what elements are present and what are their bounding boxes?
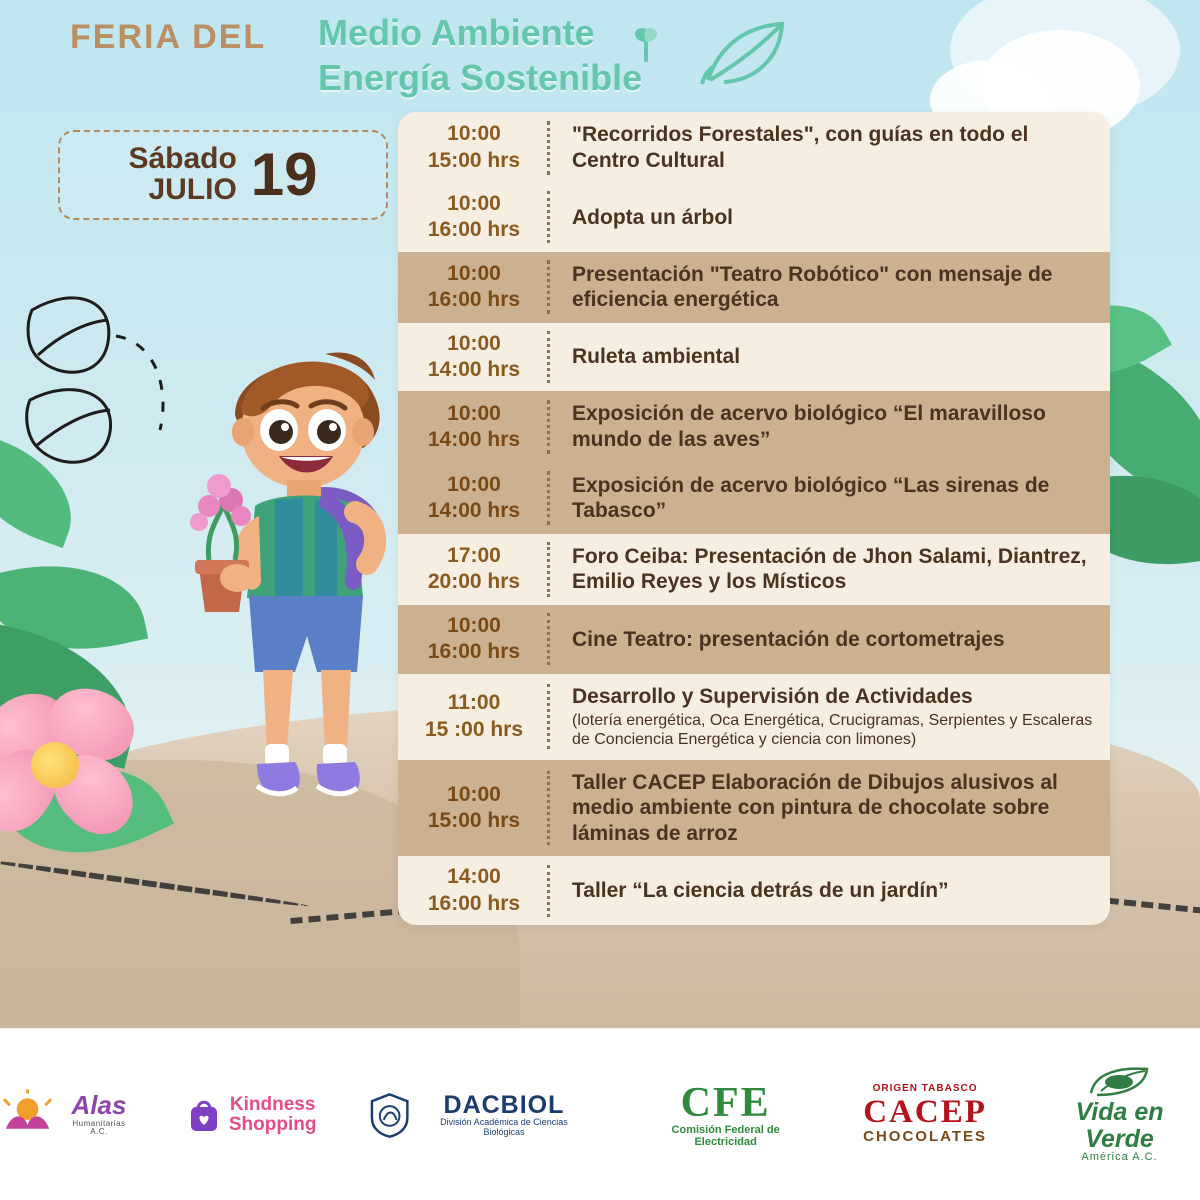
schedule-start-time: 10:00 bbox=[447, 401, 501, 425]
schedule-row bbox=[398, 391, 1110, 462]
schedule-activity-title: "Recorridos Forestales", con guías en todo el Centro Cultural bbox=[572, 123, 1029, 172]
schedule-row-time bbox=[398, 391, 550, 462]
title-line-2: Energía Sostenible bbox=[318, 57, 643, 99]
schedule-row-description bbox=[550, 391, 1110, 462]
schedule-row-time bbox=[398, 463, 550, 534]
sprout-icon bbox=[629, 22, 663, 62]
schedule-start-time: 10:00 bbox=[447, 473, 501, 497]
schedule-row-time bbox=[398, 183, 550, 252]
title-line-1: Medio Ambiente bbox=[318, 12, 595, 53]
schedule-row-time bbox=[398, 605, 550, 674]
schedule-activity-title: Ruleta ambiental bbox=[572, 345, 741, 369]
schedule-activity-title: Taller CACEP Elaboración de Dibujos alusivos al medio ambiente con pintura de chocolate sobre láminas de arroz bbox=[572, 770, 1058, 845]
schedule-end-time: 16:00 hrs bbox=[427, 640, 521, 664]
schedule-row-description bbox=[550, 463, 1110, 534]
date-day: 19 bbox=[250, 141, 318, 208]
schedule-row-description bbox=[550, 252, 1110, 323]
schedule-activity-title: Presentación "Teatro Robótico" con mensaje de eficiencia energética bbox=[572, 262, 1053, 312]
schedule-activity-title: Exposición de acervo biológico “Las sirenas de Tabasco” bbox=[572, 473, 1050, 523]
logo-alas-humanitarias bbox=[0, 1089, 135, 1141]
schedule-row bbox=[398, 183, 1110, 252]
schedule-end-time: 16:00 hrs bbox=[427, 218, 521, 242]
schedule-start-time: 10:00 bbox=[447, 122, 501, 146]
poster-header bbox=[0, 0, 1200, 105]
schedule-start-time: 10:00 bbox=[447, 614, 501, 638]
schedule-start-time: 14:00 bbox=[447, 865, 501, 889]
schedule-start-time: 11:00 bbox=[447, 691, 501, 715]
pre-title: FERIA DEL bbox=[70, 18, 267, 56]
schedule-row-time bbox=[398, 112, 550, 183]
logo-cacep: ORIGEN TABASCO CACEP CHOCOLATES bbox=[863, 1083, 987, 1146]
flower-icon bbox=[0, 690, 150, 840]
manatee-leaf-icon bbox=[1085, 1065, 1155, 1099]
schedule-row-description bbox=[550, 760, 1110, 857]
schedule-activity-title: Cine Teatro: presentación de cortometrajes bbox=[572, 627, 1005, 651]
schedule-row-description bbox=[550, 183, 1110, 252]
schedule-end-time: 16:00 hrs bbox=[427, 891, 521, 915]
schedule-activity-title: Foro Ceiba: Presentación de Jhon Salami, Diantrez, Emilio Reyes y los Místicos bbox=[572, 544, 1087, 594]
date-badge bbox=[58, 130, 388, 220]
schedule-row-time bbox=[398, 674, 550, 760]
date-month: JULIO bbox=[148, 173, 237, 206]
schedule-row bbox=[398, 605, 1110, 674]
schedule-row bbox=[398, 112, 1110, 183]
schedule-start-time: 10:00 bbox=[447, 192, 501, 216]
sponsor-footer bbox=[0, 1028, 1200, 1200]
logo-alas-text: Alas Humanitarias A.C. bbox=[71, 1090, 127, 1137]
schedule-row bbox=[398, 252, 1110, 323]
schedule-row bbox=[398, 856, 1110, 925]
schedule-end-time: 15:00 hrs bbox=[427, 808, 521, 832]
schedule-end-time: 14:00 hrs bbox=[427, 428, 521, 452]
logo-dacbiol-text: DACBIOL División Académica de Ciencias Biológicas bbox=[440, 1090, 568, 1137]
logo-kindness-text: Kindness Shopping bbox=[228, 1093, 317, 1135]
schedule-row-description bbox=[550, 674, 1110, 760]
schedule-start-time: 10:00 bbox=[447, 262, 501, 286]
schedule-row bbox=[398, 760, 1110, 857]
schedule-activity-title: Exposición de acervo biológico “El maravilloso mundo de las aves” bbox=[572, 402, 1046, 452]
schedule-row-description bbox=[550, 605, 1110, 674]
schedule-end-time: 15:00 hrs bbox=[427, 148, 521, 172]
schedule-end-time: 15 :00 hrs bbox=[424, 717, 524, 741]
logo-cfe: CFE Comisión Federal de Electricidad bbox=[671, 1079, 780, 1148]
schedule-row-time bbox=[398, 856, 550, 925]
schedule-row-time bbox=[398, 252, 550, 323]
schedule-activity-title: Desarrollo y Supervisión de Actividades bbox=[572, 684, 973, 708]
logo-kindness-shopping bbox=[187, 1095, 317, 1135]
schedule-activity-title: Adopta un árbol bbox=[572, 205, 733, 229]
page-title bbox=[318, 10, 642, 101]
schedule-activity-title: Taller “La ciencia detrás de un jardín” bbox=[572, 878, 949, 902]
schedule-start-time: 10:00 bbox=[447, 782, 501, 806]
schedule-end-time: 16:00 hrs bbox=[427, 288, 521, 312]
schedule-row-time bbox=[398, 534, 550, 605]
schedule-row-time bbox=[398, 760, 550, 857]
date-text-block bbox=[128, 144, 236, 205]
schedule-end-time: 14:00 hrs bbox=[427, 358, 521, 382]
date-weekday: Sábado bbox=[128, 142, 237, 176]
logo-vida-en-verde: Vida en Verde América A.C. bbox=[1039, 1065, 1200, 1163]
sun-hands-icon bbox=[0, 1089, 55, 1141]
schedule-end-time: 14:00 hrs bbox=[427, 499, 521, 523]
schedule-start-time: 17:00 bbox=[447, 544, 501, 568]
boy-illustration bbox=[175, 320, 435, 880]
schedule-row-time bbox=[398, 323, 550, 392]
shopping-bag-icon bbox=[187, 1095, 221, 1135]
ujat-shield-icon bbox=[368, 1092, 411, 1138]
schedule-row-description bbox=[550, 856, 1110, 925]
schedule-row bbox=[398, 534, 1110, 605]
schedule-row-description bbox=[550, 323, 1110, 392]
schedule-table bbox=[398, 112, 1110, 925]
schedule-row bbox=[398, 674, 1110, 760]
schedule-row-description bbox=[550, 534, 1110, 605]
schedule-activity-subtitle: (lotería energética, Oca Energética, Crucigramas, Serpientes y Escaleras de Conciencia Energética y ciencia con limones) bbox=[572, 712, 1093, 749]
leaf-outline-icon bbox=[700, 18, 790, 88]
schedule-row bbox=[398, 463, 1110, 534]
schedule-row bbox=[398, 323, 1110, 392]
logo-dacbiol bbox=[368, 1092, 588, 1138]
schedule-start-time: 10:00 bbox=[447, 331, 501, 355]
schedule-end-time: 20:00 hrs bbox=[427, 570, 521, 594]
schedule-row-description bbox=[550, 112, 1110, 183]
